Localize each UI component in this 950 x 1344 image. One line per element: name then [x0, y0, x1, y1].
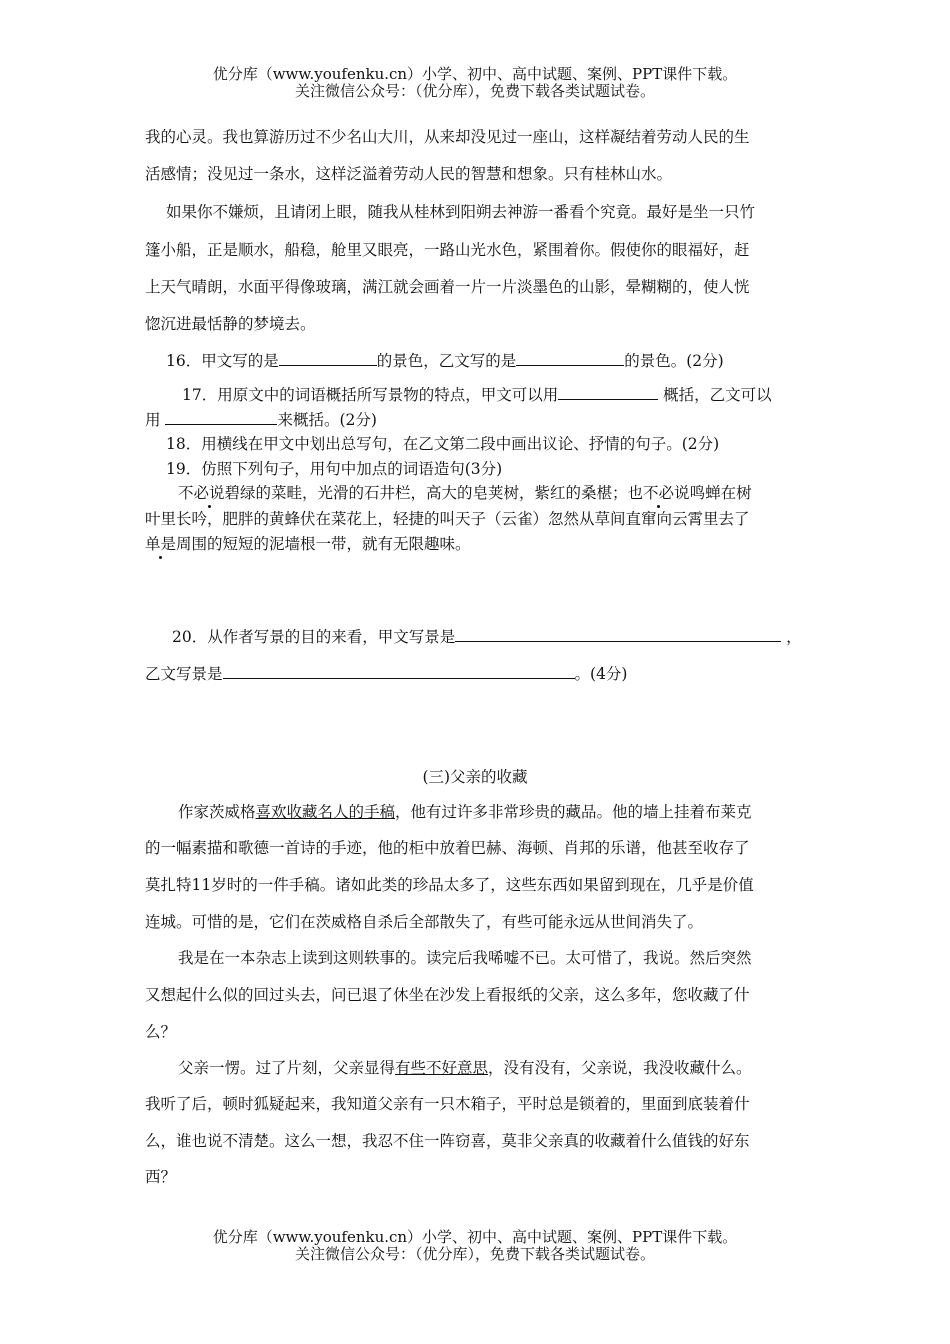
- answer-blank[interactable]: [223, 664, 575, 679]
- section-title: (三)父亲的收藏: [422, 768, 528, 786]
- footer-line-1: 优分库（www.youfenku.cn）小学、初中、高中试题、案例、PPT课件下载。: [212, 1228, 738, 1246]
- answer-blank[interactable]: [516, 351, 624, 366]
- paragraph-line: 我听了后，顿时狐疑起来，我知道父亲有一只木箱子，平时总是锁着的，里面到底装着什: [145, 1095, 750, 1113]
- underlined-phrase: 喜欢收藏名人的手稿: [255, 803, 396, 821]
- paragraph-1: 作家茨威格喜欢收藏名人的手稿，他有过许多非常珍贵的藏品。他的墙上挂着布莱克: [178, 803, 752, 821]
- question-18: 18．用横线在甲文中划出总写句，在乙文第二段中画出议论、抒情的句子。(2分): [166, 435, 720, 453]
- paragraph-line: 莫扎特11岁时的一件手稿。诸如此类的珍品太多了，这些东西如果留到现在，几乎是价值: [145, 876, 754, 894]
- dotted-word: 也不必说: [627, 484, 690, 502]
- paragraph-line: 西？: [145, 1168, 177, 1186]
- answer-blank[interactable]: [279, 351, 377, 366]
- passage-line: 如果你不嫌烦，且请闭上眼，随我从桂林到阳朔去神游一番看个究竟。最好是坐一只竹: [166, 203, 756, 221]
- page-header: [0, 66, 950, 100]
- paragraph-line: 么，谁也说不清楚。这么一想，我忍不住一阵窃喜，莫非父亲真的收藏着什么值钱的好东: [145, 1132, 750, 1150]
- paragraph-line: 连城。可惜的是，它们在茨威格自杀后全部散失了，有些可能永远从世间消失了。: [145, 913, 704, 931]
- header-line-1: 优分库（www.youfenku.cn）小学、初中、高中试题、案例、PPT课件下载。: [212, 65, 738, 83]
- paragraph-line: 又想起什么似的回过头去，问已退了休坐在沙发上看报纸的父亲，这么多年，您收藏了什: [145, 986, 750, 1004]
- footer-line-2: 关注微信公众号：（优分库），免费下载各类试题试卷。: [294, 1245, 655, 1263]
- question-20: 20．从作者写景的目的来看，甲文写景是 ，: [172, 628, 802, 646]
- answer-blank[interactable]: [165, 410, 277, 425]
- question-20-cont: 乙文写景是 。(4分): [145, 665, 628, 683]
- passage-line: 活感情；没见过一条水，这样泛溢着劳动人民的智慧和想象。只有桂林山水。: [145, 165, 673, 183]
- question-19-line-3: 单是周围的短短的泥墙根一带，就有无限趣味。: [145, 535, 471, 553]
- question-17-cont: 用 来概括。(2分): [145, 411, 377, 429]
- header-line-2: 关注微信公众号：（优分库），免费下载各类试题试卷。: [294, 82, 655, 100]
- question-16: 16．甲文写的是 的景色，乙文写的是 的景色。(2分): [166, 352, 724, 370]
- answer-blank[interactable]: [558, 385, 658, 400]
- paragraph-line: 的一幅素描和歌德一首诗的手迹，他的柜中放着巴赫、海顿、肖邦的乐谱，他甚至收存了: [145, 839, 750, 857]
- underlined-phrase: 有些不好意思: [395, 1059, 489, 1077]
- question-19-line-2: 叶里长吟，肥胖的黄蜂伏在菜花上，轻捷的叫天子（云雀）忽然从草间直窜向云霄里去了: [145, 510, 750, 528]
- passage-line: 惚沉进最恬静的梦境去。: [145, 315, 316, 333]
- question-19-line-1: 不必说碧绿的菜畦，光滑的石井栏，高大的皂荚树，紫红的桑椹；也不必说鸣蝉在树: [178, 484, 752, 502]
- paragraph-3: 父亲一愣。过了片刻，父亲显得有些不好意思，没有没有，父亲说，我没收藏什么。: [178, 1059, 752, 1077]
- question-19: 19．仿照下列句子，用句中加点的词语造句(3分): [166, 460, 503, 478]
- passage-line: 篷小船，正是顺水，船稳，舱里又眼亮，一路山光水色，紧围着你。假使你的眼福好，赶: [145, 241, 750, 259]
- passage-line: 上天气晴朗，水面平得像玻璃，满江就会画着一片一片淡墨色的山影，晕糊糊的，使人恍: [145, 278, 750, 296]
- page-footer: [0, 1229, 950, 1263]
- paragraph-line: 我是在一本杂志上读到这则轶事的。读完后我唏嘘不已。太可惜了，我说。然后突然: [178, 949, 752, 967]
- dotted-word: 必说: [193, 484, 225, 502]
- answer-blank[interactable]: [455, 627, 781, 642]
- paragraph-line: 么？: [145, 1023, 177, 1041]
- question-17: 17．用原文中的词语概括所写景物的特点，甲文可以用 概括，乙文可以: [182, 386, 772, 404]
- passage-line: 我的心灵。我也算游历过不少名山大川，从来却没见过一座山，这样凝结着劳动人民的生: [145, 128, 750, 146]
- dotted-word: 单是: [145, 535, 177, 553]
